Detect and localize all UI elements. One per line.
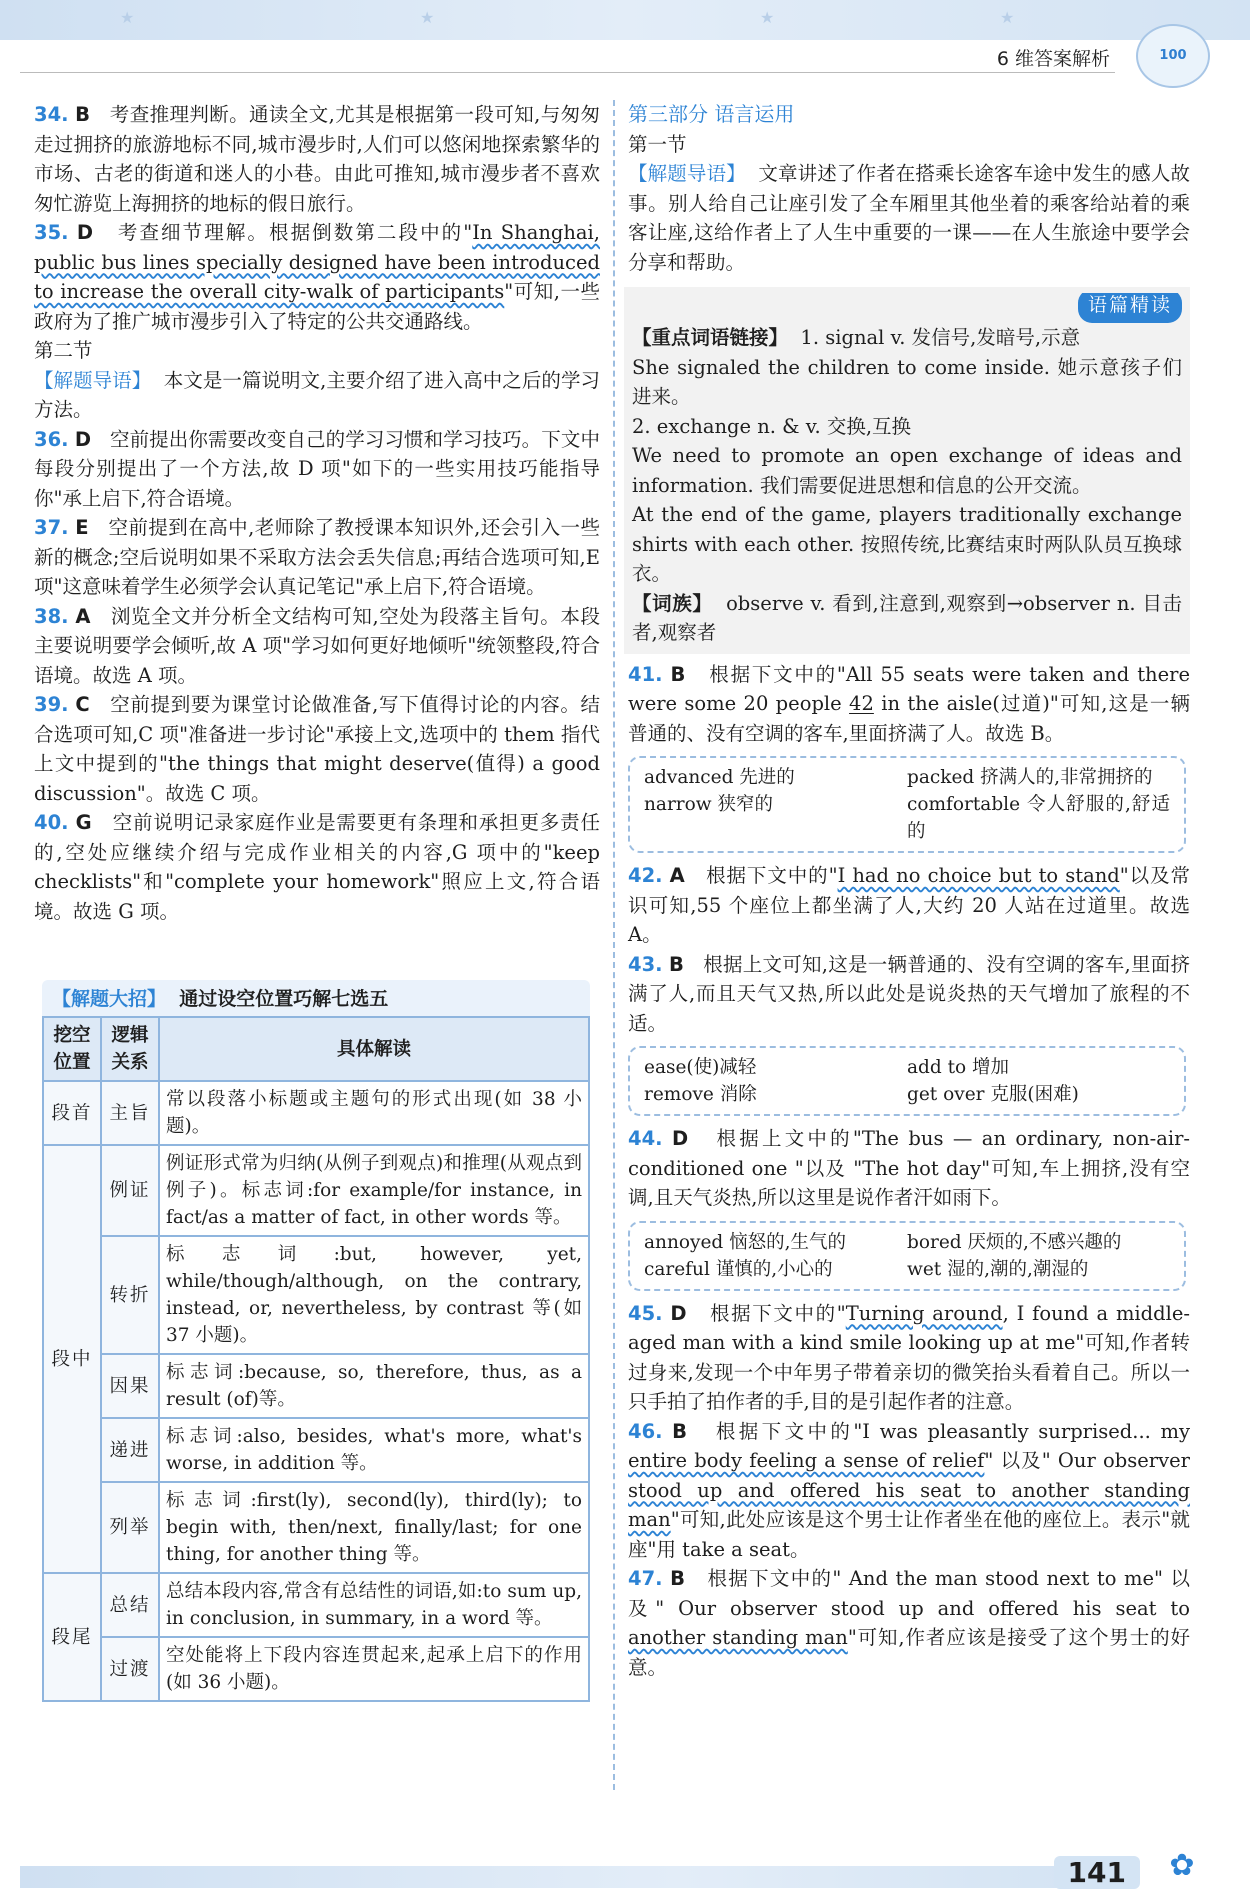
answer-39: 39. C 空前提到要为课堂讨论做准备,写下值得讨论的内容。结合选项可知,C 项"准备进一步讨论"承接上文,选项中的 them 指代上文中提到的"the things that might deserve(值得) a good discussion"。故选 C 项。 — [34, 693, 601, 805]
guide: 【解题导语】 本文是一篇说明文,主要介绍了进入高中之后的学习方法。 — [34, 368, 600, 421]
top-band — [0, 0, 1250, 40]
word-box: advanced 先进的 packed 挤满人的,非常拥挤的 narrow 狭窄的 comfortable 令人舒服的,舒适的 — [628, 756, 1186, 853]
star-icon: ★ — [1000, 8, 1015, 27]
answer-36: 36. D 空前提出你需要改变自己的学习习惯和学习技巧。下文中每段分别提出了一个方法,故 D 项"如下的一些实用技巧能指导你"承上启下,符合语境。 — [34, 427, 600, 510]
table-row: 递进 标志词:also, besides, what's more, what's worse, in addition 等。 — [43, 1418, 589, 1482]
tips-table — [42, 1016, 590, 1702]
column-divider — [613, 100, 615, 1790]
guide: 【解题导语】 文章讲述了作者在搭乘长途客车途中发生的感人故事。别人给自己让座引发了全车厢里其他坐着的乘客给站着的乘客让座,这给作者上了人生中重要的一课——在人生旅途中要学会分享和帮助。 — [628, 162, 1190, 274]
answer-44: 44. D 根据上文中的"The bus — an ordinary, non-air-conditioned one "以及 "The hot day"可知,车上拥挤,没有空调,且天气炎热,所以这里是说作者汗如雨下。 — [628, 1127, 1190, 1209]
table-row: 过渡 空处能将上下段内容连贯起来,起承上启下的作用(如 36 小题)。 — [43, 1637, 589, 1701]
part-heading: 第三部分 语言运用 — [628, 102, 795, 126]
answer-46: 46. B 根据下文中的"I was pleasantly surprised... my entire body feeling a sense of relief" 以及" Our observer stood up and offered his seat to another standing man"可知,此处应该是这个男士让作者坐在他的座位上。表示"就座"用 take a seat。 — [628, 1419, 1191, 1561]
answer-45: 45. D 根据下文中的"Turning around, I found a middle-aged man with a kind smile looking up at me"可知,作者转过身来,发现一个中年男子带着亲切的微笑抬头看着自己。所以一只手拍了拍作者的手,目的是引起作者的注意。 — [628, 1301, 1190, 1413]
bottom-band — [20, 1866, 1120, 1888]
answer-37: 37. E 空前提到在高中,老师除了教授课本知识外,还会引入一些新的概念;空后说明如果不采取方法会丢失信息;再结合选项可知,E 项"这意味着学生必须学会认真记笔记"承上启下,符合语境。 — [34, 516, 600, 598]
table-row: 段中 例证 例证形式常为归纳(从例子到观点)和推理(从观点到例子)。标志词:for example/for instance, in fact/as a matter of fact, in other words 等。 — [43, 1145, 589, 1236]
tips-table-title: 【解题大招】 通过设空位置巧解七选五 — [52, 988, 389, 1010]
star-icon: ★ — [120, 8, 135, 27]
answer-35: 35. D 考查细节理解。根据倒数第二段中的"In Shanghai, public bus lines specially designed have been introduced to increase the overall city-walk of participants"可知,一些政府为了推广城市漫步引入了特定的公共交通路线。 — [34, 221, 600, 333]
table-row: 列举 标志词:first(ly), second(ly), third(ly); to begin with, then/next, finally/last; for one thing, for another thing 等。 — [43, 1482, 589, 1573]
section-heading: 第二节 — [34, 339, 93, 362]
section-heading: 第一节 — [628, 132, 687, 156]
answer-41: 41. B 根据下文中的"All 55 seats were taken and there were some 20 people 42 in the aisle(过道)"可知,这是一辆普通的、没有空调的客车,里面挤满了人。故选 B。 — [628, 662, 1190, 745]
answer-47: 47. B 根据下文中的" And the man stood next to me" 以及" Our observer stood up and offered his seat to another standing man"可知,作者应该是接受了这个男士的好意。 — [628, 1567, 1190, 1679]
left-column — [34, 100, 600, 926]
answer-38: 38. A 浏览全文并分析全文结构可知,空处为段落主旨句。本段主要说明要学会倾听,故 A 项"学习如何更好地倾听"统领整段,符合语境。故选 A 项。 — [34, 604, 601, 687]
word-box: ease(使)减轻 add to 增加 remove 消除 get over 克服(困难) — [628, 1046, 1186, 1116]
brand-logo-icon: 100 — [1136, 24, 1210, 88]
star-icon: ★ — [760, 8, 775, 27]
table-row: 转折 标志词:but, however, yet, while/though/although, on the contrary, instead, or, nevertheless, by contrast 等(如 37 小题)。 — [43, 1236, 589, 1354]
vocab-box: 语篇精读 【重点词语链接】 1. signal v. 发信号,发暗号,示意 She signaled the children to come inside. 她示意孩子们进来。 2. exchange n. & v. 交换,互换 We need to promote an open exchange of ideas and information. 我们需要促进思想和信息的公开交流。 At the end of the game, players traditionally exchange shirts with each other. 按照传统,比赛结束时两队队员互换球衣。 【词族】 observe v. 看到,注意到,观察到→observer n. 目击者,观察者 — [624, 287, 1190, 654]
reading-badge: 语篇精读 — [1078, 293, 1182, 323]
table-row: 因果 标志词:because, so, therefore, thus, as a result (of)等。 — [43, 1354, 589, 1418]
page-number: 141 — [1054, 1856, 1140, 1889]
answer-34: 34. B 考查推理判断。通读全文,尤其是根据第一段可知,与匆匆走过拥挤的旅游地标不同,城市漫步时,人们可以悠闲地探索繁华的市场、古老的街道和迷人的小巷。由此可推知,城市漫步者不喜欢匆忙游览上海拥挤的地标的假日旅行。 — [34, 103, 600, 215]
table-row: 段首 主旨 常以段落小标题或主题句的形式出现(如 38 小题)。 — [43, 1081, 589, 1145]
header-title: 6 维答案解析 — [996, 48, 1110, 70]
right-column — [628, 100, 1190, 1682]
star-icon: ★ — [420, 8, 435, 27]
word-box: annoyed 恼怒的,生气的 bored 厌烦的,不感兴趣的 careful 谨慎的,小心的 wet 湿的,潮的,潮湿的 — [628, 1221, 1186, 1291]
table-row: 段尾 总结 总结本段内容,常含有总结性的词语,如:to sum up, in conclusion, in summary, in a word 等。 — [43, 1573, 589, 1637]
header-divider — [20, 72, 1115, 73]
mascot-icon: ✿ — [1169, 1848, 1195, 1883]
tips-table-box — [42, 980, 590, 1702]
answer-42: 42. A 根据下文中的"I had no choice but to stand"以及常识可知,55 个座位上都坐满了人,大约 20 人站在过道里。故选 A。 — [628, 864, 1190, 946]
table-header-row: 挖空位置 逻辑关系 具体解读 — [43, 1017, 589, 1081]
answer-43: 43. B 根据上文可知,这是一辆普通的、没有空调的客车,里面挤满了人,而且天气又热,所以此处是说炎热的天气增加了旅程的不适。 — [628, 952, 1190, 1035]
answer-40: 40. G 空前说明记录家庭作业是需要更有条理和承担更多责任的,空处应继续介绍与完成作业相关的内容,G 项中的"keep checklists"和"complete your homework"照应上文,符合语境。故选 G 项。 — [34, 811, 600, 923]
